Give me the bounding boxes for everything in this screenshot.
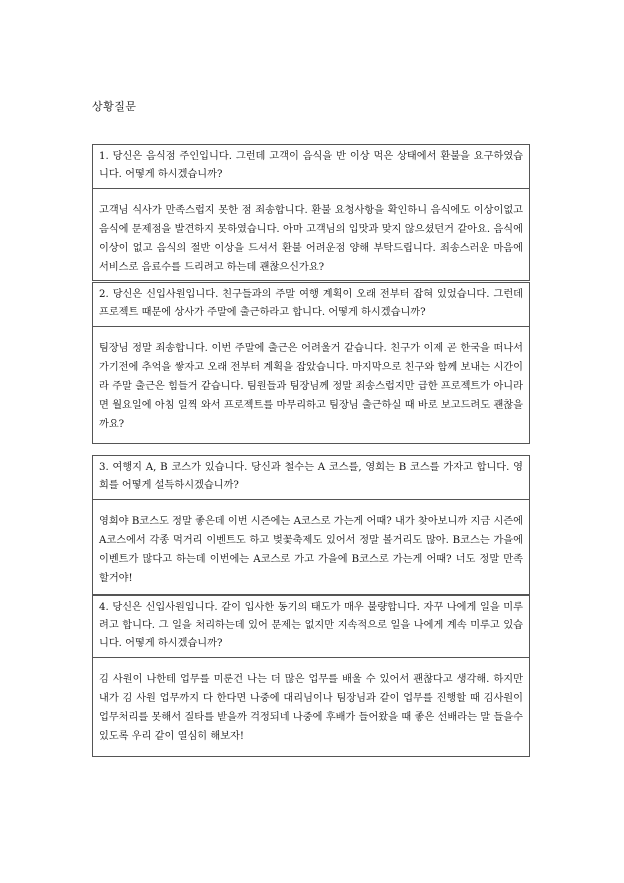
question-1: 1. 당신은 음식점 주인입니다. 그런데 고객이 음식을 반 이상 먹은 상태에서 환불을 요구하였습니다. 어떻게 하시겠습니까? <box>93 145 529 189</box>
answer-1: 고객님 식사가 만족스럽지 못한 점 죄송합니다. 환불 요청사항을 확인하니 음식에도 이상이없고 음식에 문제점을 발견하지 못하였습니다. 아마 고객님의 입맛과 맞지 않으셨던거 같아요. 음식에 이상이 없고 음식의 절반 이상을 드셔서 환불 어려운점 양해 부탁드립니다. 죄송스러운 마음에 서비스로 음료수를 드리려고 하는데 괜찮으신가요? <box>99 205 523 273</box>
answer-4: 김 사원이 나한테 업무를 미룬건 나는 더 많은 업무를 배울 수 있어서 괜찮다고 생각해. 하지만 내가 김 사원 업무까지 다 한다면 나중에 대리님이나 팀장님과 같이 업무를 진행할 때 김사원이 업무처리를 못해서 질타를 받을까 걱정되네 나중에 후배가 들어왔을 때 좋은 선배라는 말 들을수 있도록 우리 같이 열심히 해보자! <box>99 674 523 742</box>
question-2: 2. 당신은 신입사원입니다. 친구들과의 주말 여행 계획이 오래 전부터 잡혀 있었습니다. 그런데 프로젝트 때문에 상사가 주말에 출근하라고 합니다. 어떻게 하시겠습니까? <box>93 283 529 327</box>
qa-block-1 <box>92 144 530 281</box>
answer-2: 팀장님 정말 죄송합니다. 이번 주말에 출근은 어려울거 같습니다. 친구가 이제 곧 한국을 떠나서 가기전에 추억을 쌓자고 오래 전부터 계획을 잡았습니다. 마지막으로 친구와 함께 보내는 시간이라 주말 출근은 힘들거 같습니다. 팀원들과 팀장님께 정말 죄송스럽지만 급한 프로젝트가 아니라면 월요일에 아침 일찍 와서 프로젝트를 마무리하고 팀장님 출근하실 때 바로 보고드려도 괜찮을까요? <box>99 343 523 430</box>
qa-block-3 <box>92 455 530 595</box>
answer-3: 영희야 B코스도 정말 좋은데 이번 시즌에는 A코스로 가는게 어때? 내가 찾아보니까 지금 시즌에 A코스에서 각종 먹거리 이벤트도 하고 벚꽃축제도 있어서 정말 볼거리도 많아. B코스는 가을에 이벤트가 많다고 하는데 이번에는 A코스로 가고 가을에 B코스로 가는게 어때? 너도 정말 만족 할거야! <box>99 516 523 584</box>
question-4: 4. 당신은 신입사원입니다. 같이 입사한 동기의 태도가 매우 불량합니다. 자꾸 나에게 일을 미루려고 합니다. 그 일을 처리하는데 있어 문제는 없지만 지속적으로 일을 나에게 계속 미루고 있습니다. 어떻게 하시겠습니까? <box>93 596 529 658</box>
document-title: 상황질문 <box>92 100 137 113</box>
question-3: 3. 여행지 A, B 코스가 있습니다. 당신과 철수는 A 코스를, 영희는 B 코스를 가자고 합니다. 영희를 어떻게 설득하시겠습니까? <box>93 456 529 500</box>
qa-block-4 <box>92 595 530 757</box>
qa-block-2 <box>92 282 530 444</box>
